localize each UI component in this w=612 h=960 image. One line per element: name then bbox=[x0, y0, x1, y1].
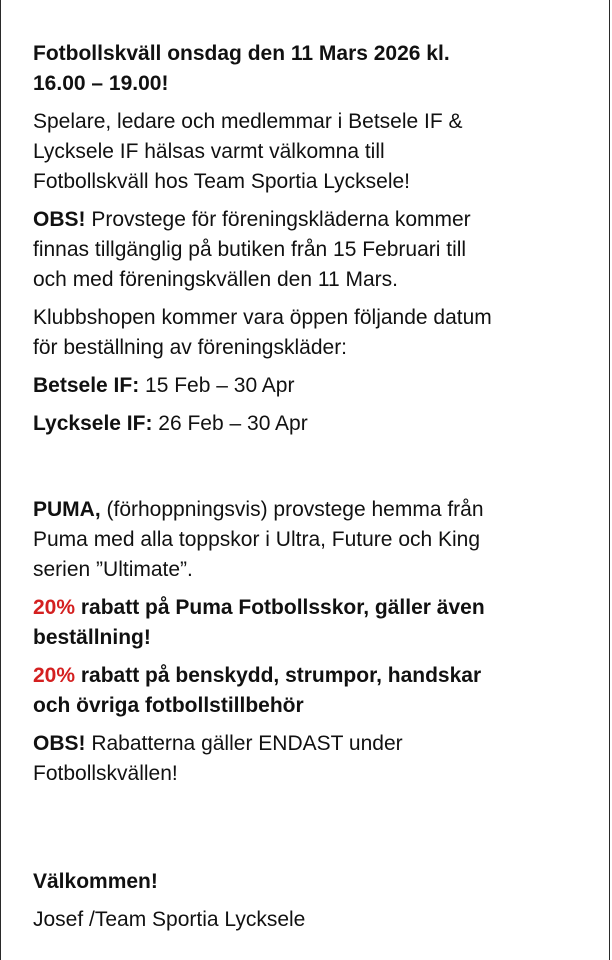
obs-fitting-paragraph bbox=[33, 205, 593, 295]
obs-discount-text-1: Rabatterna gäller ENDAST under bbox=[85, 732, 403, 755]
signature: Josef /Team Sportia Lycksele bbox=[33, 908, 306, 931]
puma-line-3: serien ”Ultimate”. bbox=[33, 558, 193, 581]
obs-label: OBS! bbox=[33, 208, 86, 231]
obs-discount-line-2: Fotbollskvällen! bbox=[33, 762, 178, 785]
discount-percent-shoes: 20% bbox=[33, 596, 76, 619]
welcome-line-3: Fotbollskväll hos Team Sportia Lycksele! bbox=[33, 170, 411, 193]
discount-accessories-line-2: och övriga fotbollstillbehör bbox=[33, 694, 304, 717]
club-name-lycksele: Lycksele IF: bbox=[33, 412, 153, 435]
discount-shoes-line-2: beställning! bbox=[33, 626, 151, 649]
klubbshop-paragraph bbox=[33, 303, 593, 363]
puma-line-2: Puma med alla toppskor i Ultra, Future och King bbox=[33, 528, 481, 551]
obs-discount-paragraph bbox=[33, 729, 593, 789]
obs-discount-line-1 bbox=[33, 729, 593, 759]
announcement-body bbox=[33, 39, 593, 943]
spacer-closing bbox=[33, 797, 593, 867]
date-lycksele bbox=[33, 409, 593, 439]
welcome-line-2: Lycksele IF hälsas varmt välkomna till bbox=[33, 140, 385, 163]
discount-shoes bbox=[33, 593, 593, 653]
discount-accessories-text-1: rabatt på benskydd, strumpor, handskar bbox=[75, 664, 482, 687]
klubbshop-line-2: för beställning av föreningskläder: bbox=[33, 336, 348, 359]
welcome-paragraph bbox=[33, 107, 593, 197]
discount-accessories-line-1 bbox=[33, 661, 593, 691]
closing-greeting: Välkommen! bbox=[33, 870, 158, 893]
klubbshop-line-1: Klubbshopen kommer vara öppen följande datum bbox=[33, 306, 492, 329]
date-betsele bbox=[33, 371, 593, 401]
discount-shoes-line-1 bbox=[33, 593, 593, 623]
event-headline-line-1: Fotbollskväll onsdag den 11 Mars 2026 kl. bbox=[33, 42, 450, 65]
spacer bbox=[33, 447, 593, 495]
event-headline bbox=[33, 39, 593, 99]
discount-accessories bbox=[33, 661, 593, 721]
obs-fitting-line-3: och med föreningskvällen den 11 Mars. bbox=[33, 268, 398, 291]
date-range-betsele: 15 Feb – 30 Apr bbox=[139, 374, 295, 397]
puma-line-1 bbox=[33, 495, 593, 525]
puma-label: PUMA, bbox=[33, 498, 101, 521]
obs-fitting-line-2: finnas tillgänglig på butiken från 15 Februari till bbox=[33, 238, 467, 261]
discount-shoes-text-1: rabatt på Puma Fotbollsskor, gäller även bbox=[75, 596, 485, 619]
welcome-line-1: Spelare, ledare och medlemmar i Betsele IF & bbox=[33, 110, 463, 133]
event-headline-line-2: 16.00 – 19.00! bbox=[33, 72, 169, 95]
club-name-betsele: Betsele IF: bbox=[33, 374, 140, 397]
puma-text-1: (förhoppningsvis) provstege hemma från bbox=[100, 498, 484, 521]
discount-percent-accessories: 20% bbox=[33, 664, 76, 687]
puma-paragraph bbox=[33, 495, 593, 585]
obs-fitting-line-1 bbox=[33, 205, 593, 235]
obs-fitting-text-1: Provstege för föreningskläderna kommer bbox=[85, 208, 471, 231]
obs-discount-label: OBS! bbox=[33, 732, 86, 755]
date-range-lycksele: 26 Feb – 30 Apr bbox=[152, 412, 308, 435]
